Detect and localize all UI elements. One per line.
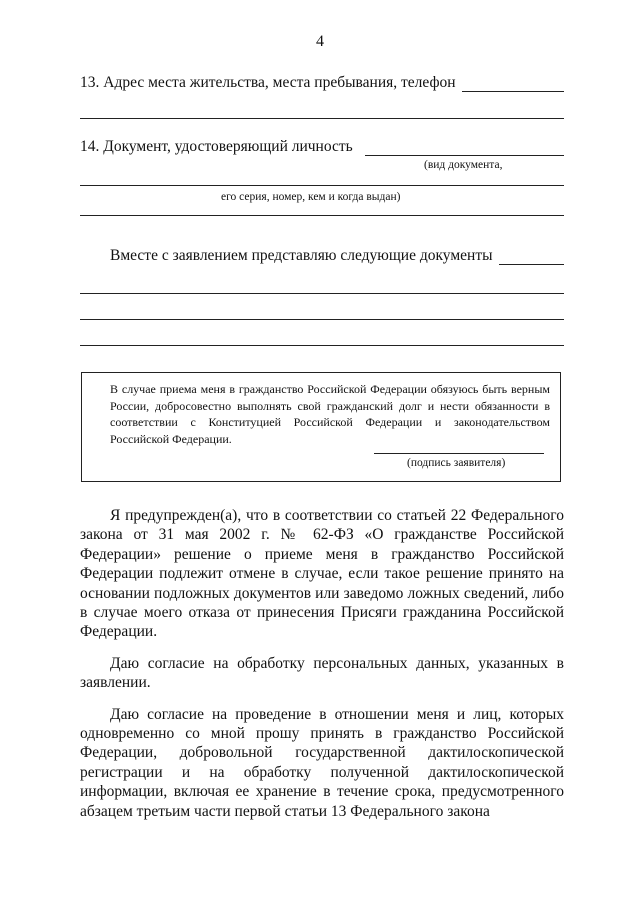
paragraph-warning: Я предупрежден(а), что в соответствии со статьей 22 Федерального закона от 31 мая 2002 г. № 62-ФЗ «О гражданстве Российской Федерации» решение о приеме меня в гражданство Российской Федерации подлежит отмене в случае, если такое решение принято на основании подложных документов или заведомо ложных сведений, либо в случае моего отказа от принесения Присяги гражданина Российской Федерации.: [80, 507, 564, 641]
documents-label: Вместе с заявлением представляю следующие документы: [110, 247, 493, 264]
documents-line-2[interactable]: [80, 319, 564, 320]
page-number: 4: [316, 33, 324, 50]
field-13-label: 13. Адрес места жительства, места пребывания, телефон: [80, 74, 456, 91]
documents-row: [110, 247, 564, 265]
documents-line-1[interactable]: [80, 293, 564, 294]
signature-caption: (подпись заявителя): [407, 457, 506, 469]
signature-line[interactable]: [374, 453, 544, 454]
field-14-label: 14. Документ, удостоверяющий личность: [80, 138, 353, 155]
field-14-hint-type: (вид документа,: [424, 159, 503, 171]
field-14-hint-details: его серия, номер, кем и когда выдан): [221, 191, 401, 203]
body-text: [80, 506, 564, 833]
field-14-third-line[interactable]: [80, 215, 564, 216]
field-13-continuation-line[interactable]: [80, 118, 564, 119]
oath-notice-box: [81, 372, 561, 482]
field-13-input-line[interactable]: [462, 90, 564, 92]
field-13-row: [80, 74, 564, 92]
paragraph-consent-fingerprint: Даю согласие на проведение в отношении меня и лиц, которых одновременно со мной прошу принять в гражданство Российской Федерации, добровольной государственной дактилоскопической регистрации и на обработку полученной дактилоскопической информации, включая ее хранение в течение срока, предусмотренного абзацем третьим части первой статьи 13 Федерального закона: [80, 705, 564, 820]
oath-notice-text: В случае приема меня в гражданство Российской Федерации обязуюсь быть верным России, добросовестно выполнять свой гражданский долг и нести обязанности в соответствии с Конституцией Российской Федерации и законодательством Российской Федерации.: [110, 382, 550, 446]
field-14-row: [80, 138, 564, 156]
field-14-input-line[interactable]: [365, 154, 564, 156]
field-14-second-line[interactable]: [80, 185, 564, 186]
paragraph-consent-personal-data: Даю согласие на обработку персональных данных, указанных в заявлении.: [80, 654, 564, 692]
documents-input-line[interactable]: [499, 263, 564, 265]
documents-line-3[interactable]: [80, 345, 564, 346]
